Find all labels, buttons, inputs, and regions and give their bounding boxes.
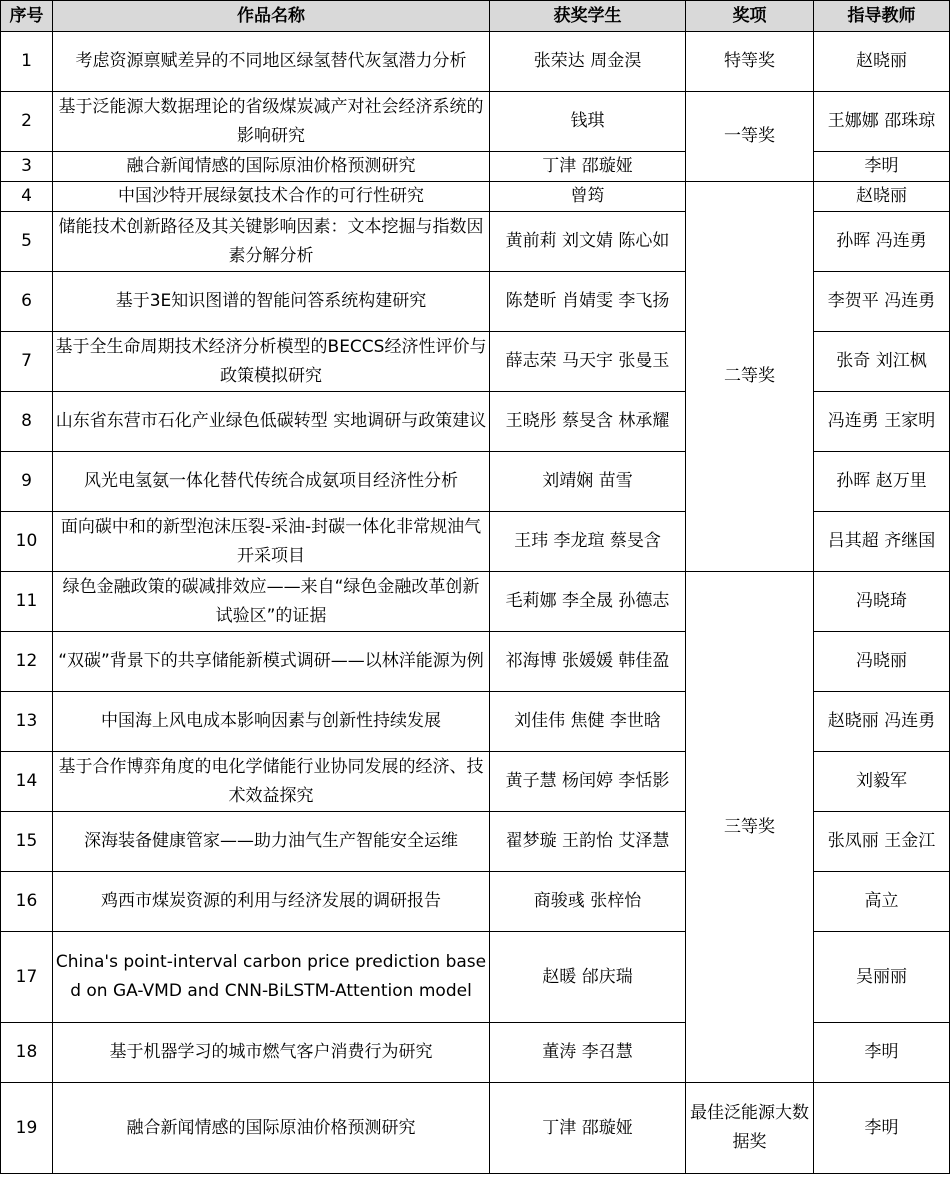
row-students: 刘靖娴 苗雪: [490, 452, 686, 512]
table-row: [1, 32, 950, 92]
row-advisor: 刘毅军: [814, 752, 950, 812]
row-no: 4: [1, 182, 53, 212]
row-students: 赵暖 邰庆瑞: [490, 932, 686, 1023]
row-advisor: 高立: [814, 872, 950, 932]
row-award: 二等奖: [686, 182, 814, 572]
row-title: 基于全生命周期技术经济分析模型的BECCS经济性评价与政策模拟研究: [53, 332, 490, 392]
row-advisor: 张凤丽 王金江: [814, 812, 950, 872]
row-title: 中国沙特开展绿氨技术合作的可行性研究: [53, 182, 490, 212]
row-no: 2: [1, 92, 53, 152]
row-students: 黄前莉 刘文婧 陈心如: [490, 212, 686, 272]
row-award: 三等奖: [686, 572, 814, 1083]
row-no: 18: [1, 1023, 53, 1083]
row-advisor: 吕其超 齐继国: [814, 512, 950, 572]
header-students: 获奖学生: [490, 1, 686, 32]
row-title: 绿色金融政策的碳减排效应——来自“绿色金融改革创新试验区”的证据: [53, 572, 490, 632]
row-no: 11: [1, 572, 53, 632]
row-title: 山东省东营市石化产业绿色低碳转型 实地调研与政策建议: [53, 392, 490, 452]
row-title: 融合新闻情感的国际原油价格预测研究: [53, 152, 490, 182]
row-title: 鸡西市煤炭资源的利用与经济发展的调研报告: [53, 872, 490, 932]
row-no: 7: [1, 332, 53, 392]
header-title: 作品名称: [53, 1, 490, 32]
row-students: 商骏彧 张梓怡: [490, 872, 686, 932]
row-no: 5: [1, 212, 53, 272]
row-title: 储能技术创新路径及其关键影响因素：文本挖掘与指数因素分解分析: [53, 212, 490, 272]
row-title: 基于合作博弈角度的电化学储能行业协同发展的经济、技术效益探究: [53, 752, 490, 812]
header-advisor: 指导教师: [814, 1, 950, 32]
row-students: 曾筠: [490, 182, 686, 212]
row-advisor: 赵晓丽 冯连勇: [814, 692, 950, 752]
row-no: 16: [1, 872, 53, 932]
row-advisor: 冯晓琦: [814, 572, 950, 632]
row-no: 12: [1, 632, 53, 692]
row-award: 最佳泛能源大数据奖: [686, 1083, 814, 1174]
row-advisor: 李贺平 冯连勇: [814, 272, 950, 332]
row-advisor: 李明: [814, 1023, 950, 1083]
row-title: “双碳”背景下的共享储能新模式调研——以林洋能源为例: [53, 632, 490, 692]
row-no: 8: [1, 392, 53, 452]
row-no: 10: [1, 512, 53, 572]
row-students: 丁津 邵璇娅: [490, 1083, 686, 1174]
row-advisor: 李明: [814, 152, 950, 182]
header-no: 序号: [1, 1, 53, 32]
row-students: 董涛 李召慧: [490, 1023, 686, 1083]
row-students: 张荣达 周金淏: [490, 32, 686, 92]
table-row: [1, 572, 950, 632]
row-title: 考虑资源禀赋差异的不同地区绿氢替代灰氢潜力分析: [53, 32, 490, 92]
row-advisor: 吴丽丽: [814, 932, 950, 1023]
row-no: 17: [1, 932, 53, 1023]
row-students: 王晓彤 蔡旻含 林承耀: [490, 392, 686, 452]
row-title: 基于泛能源大数据理论的省级煤炭减产对社会经济系统的影响研究: [53, 92, 490, 152]
row-advisor: 赵晓丽: [814, 182, 950, 212]
row-advisor: 孙晖 赵万里: [814, 452, 950, 512]
header-award: 奖项: [686, 1, 814, 32]
row-advisor: 王娜娜 邵珠琼: [814, 92, 950, 152]
row-no: 6: [1, 272, 53, 332]
row-advisor: 冯晓丽: [814, 632, 950, 692]
row-title: 基于3E知识图谱的智能问答系统构建研究: [53, 272, 490, 332]
row-advisor: 冯连勇 王家明: [814, 392, 950, 452]
row-title: China's point-interval carbon price prediction based on GA-VMD and CNN-BiLSTM-Attention model: [53, 932, 490, 1023]
row-no: 14: [1, 752, 53, 812]
row-no: 13: [1, 692, 53, 752]
row-students: 丁津 邵璇娅: [490, 152, 686, 182]
row-title: 面向碳中和的新型泡沫压裂-采油-封碳一体化非常规油气开采项目: [53, 512, 490, 572]
row-students: 翟梦璇 王韵怡 艾泽慧: [490, 812, 686, 872]
row-students: 祁海博 张媛媛 韩佳盈: [490, 632, 686, 692]
row-title: 基于机器学习的城市燃气客户消费行为研究: [53, 1023, 490, 1083]
row-no: 9: [1, 452, 53, 512]
row-students: 刘佳伟 焦健 李世晗: [490, 692, 686, 752]
row-advisor: 张奇 刘江枫: [814, 332, 950, 392]
table-row: [1, 182, 950, 212]
row-title: 中国海上风电成本影响因素与创新性持续发展: [53, 692, 490, 752]
row-award: 一等奖: [686, 92, 814, 182]
row-no: 19: [1, 1083, 53, 1174]
table-row: [1, 1083, 950, 1174]
row-title: 深海装备健康管家——助力油气生产智能安全运维: [53, 812, 490, 872]
row-students: 陈楚昕 肖婧雯 李飞扬: [490, 272, 686, 332]
row-advisor: 李明: [814, 1083, 950, 1174]
row-students: 毛莉娜 李全晟 孙德志: [490, 572, 686, 632]
row-students: 黄子慧 杨闰婷 李恬影: [490, 752, 686, 812]
row-students: 薛志荣 马天宇 张曼玉: [490, 332, 686, 392]
row-students: 钱琪: [490, 92, 686, 152]
row-students: 王玮 李龙瑄 蔡旻含: [490, 512, 686, 572]
row-award: 特等奖: [686, 32, 814, 92]
table-row: [1, 92, 950, 152]
row-no: 3: [1, 152, 53, 182]
row-no: 1: [1, 32, 53, 92]
row-advisor: 孙晖 冯连勇: [814, 212, 950, 272]
row-title: 融合新闻情感的国际原油价格预测研究: [53, 1083, 490, 1174]
row-advisor: 赵晓丽: [814, 32, 950, 92]
row-no: 15: [1, 812, 53, 872]
header-row: [1, 1, 950, 32]
row-title: 风光电氢氨一体化替代传统合成氨项目经济性分析: [53, 452, 490, 512]
